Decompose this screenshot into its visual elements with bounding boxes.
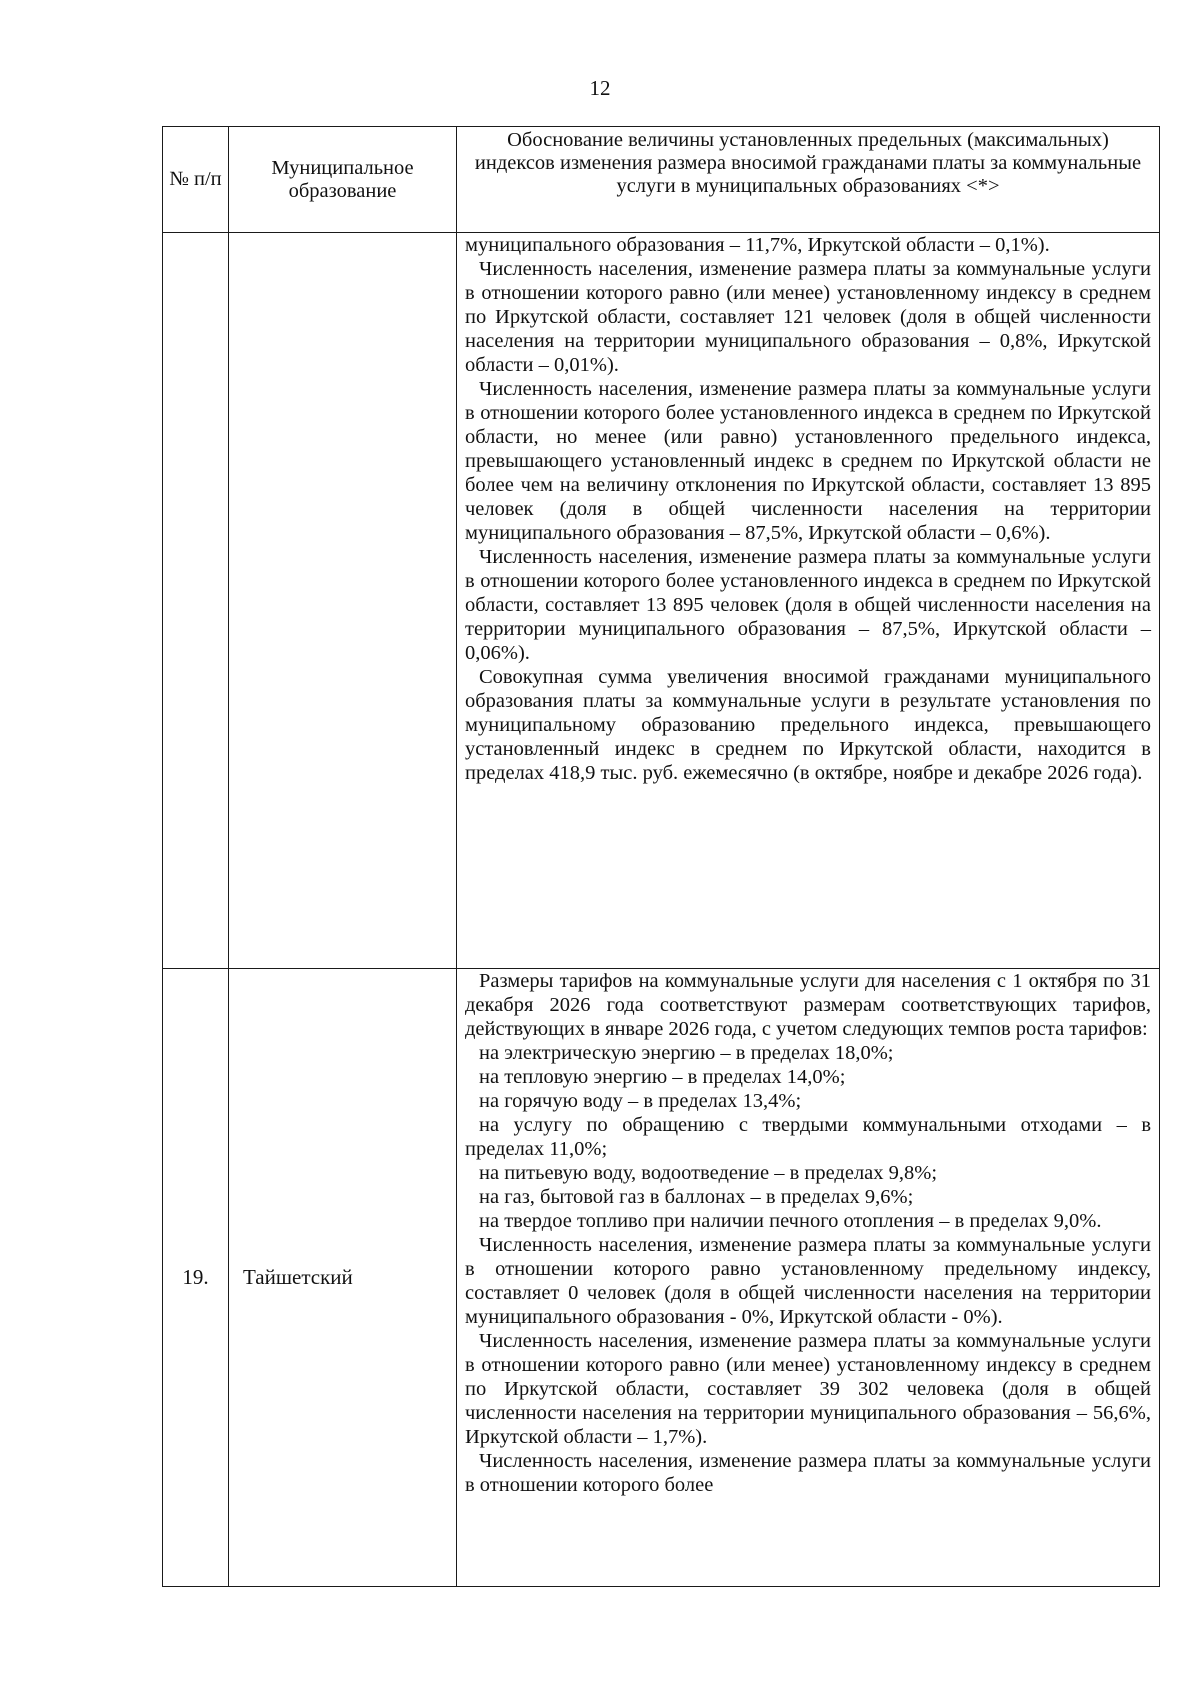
paragraph: Численность населения, изменение размера платы за коммунальные услуги в отношении которого более установленного индекса в среднем по Иркутской области, составляет 13 895 человек (доля в общей численности населения на территории муниципального образования – 87,5%, Иркутской области – 0,06%).	[465, 546, 1151, 664]
paragraph: Численность населения, изменение размера платы за коммунальные услуги в отношении которого равно (или менее) установленному индексу в среднем по Иркутской области, составляет 121 человек (доля в общей численности населения на территории муниципального образования – 0,8%, Иркутской области – 0,01%).	[465, 258, 1151, 376]
header-municipality: Муниципальное образование	[229, 127, 457, 233]
paragraph: Численность населения, изменение размера платы за коммунальные услуги в отношении которого более установленного индекса в среднем по Иркутской области, но менее (или равно) установленного предельного индекса, превышающего установленный индекс в среднем по Иркутской области не более чем на величину отклонения по Иркутской области, составляет 13 895 человек (доля в общей численности населения на территории муниципального образования – 87,5%, Иркутской области – 0,6%).	[465, 378, 1151, 544]
paragraph: на тепловую энергию – в пределах 14,0%;	[479, 1066, 846, 1088]
paragraph: на питьевую воду, водоотведение – в пределах 9,8%;	[479, 1162, 938, 1184]
row-justification	[457, 233, 1160, 969]
row-municipality: Тайшетский	[229, 969, 457, 1587]
row-justification	[457, 969, 1160, 1587]
table-row	[163, 233, 1160, 969]
row-number: 19.	[163, 969, 229, 1587]
paragraph: на услугу по обращению с твердыми коммунальными отходами – в пределах 11,0%;	[465, 1114, 1151, 1160]
paragraph: муниципального образования – 11,7%, Иркутской области – 0,1%).	[465, 234, 1050, 256]
paragraph: Совокупная сумма увеличения вносимой гражданами муниципального образования платы за коммунальные услуги в результате установления по муниципальному образованию предельного индекса, превышающего установленный индекс в среднем по Иркутской области, находится в пределах 418,9 тыс. руб. ежемесячно (в октябре, ноябре и декабре 2026 года).	[465, 666, 1151, 784]
row-number	[163, 233, 229, 969]
row-municipality	[229, 233, 457, 969]
paragraph: на электрическую энергию – в пределах 18,0%;	[479, 1042, 894, 1064]
paragraph: на газ, бытовой газ в баллонах – в пределах 9,6%;	[479, 1186, 914, 1208]
table-row	[163, 969, 1160, 1587]
paragraph: Численность населения, изменение размера платы за коммунальные услуги в отношении которого равно (или менее) установленному индексу в среднем по Иркутской области, составляет 39 302 человека (доля в общей численности населения на территории муниципального образования – 56,6%, Иркутской области – 1,7%).	[465, 1330, 1151, 1448]
paragraph: Численность населения, изменение размера платы за коммунальные услуги в отношении которого более	[465, 1450, 1151, 1496]
paragraph: Размеры тарифов на коммунальные услуги для населения с 1 октября по 31 декабря 2026 года соответствуют размерам соответствующих тарифов, действующих в январе 2026 года, с учетом следующих темпов роста тарифов:	[465, 970, 1151, 1040]
paragraph: Численность населения, изменение размера платы за коммунальные услуги в отношении которого равно установленному предельному индексу, составляет 0 человек (доля в общей численности населения на территории муниципального образования - 0%, Иркутской области - 0%).	[465, 1234, 1151, 1328]
table-header-row	[163, 127, 1160, 233]
paragraph: на твердое топливо при наличии печного отопления – в пределах 9,0%.	[479, 1210, 1102, 1232]
paragraph: на горячую воду – в пределах 13,4%;	[479, 1090, 802, 1112]
header-justification: Обоснование величины установленных предельных (максимальных) индексов изменения размера вносимой гражданами платы за коммунальные услуги в муниципальных образованиях <*>	[457, 127, 1160, 233]
header-number: № п/п	[163, 127, 229, 233]
page-number: 12	[589, 76, 611, 100]
justification-table	[162, 126, 1160, 1587]
